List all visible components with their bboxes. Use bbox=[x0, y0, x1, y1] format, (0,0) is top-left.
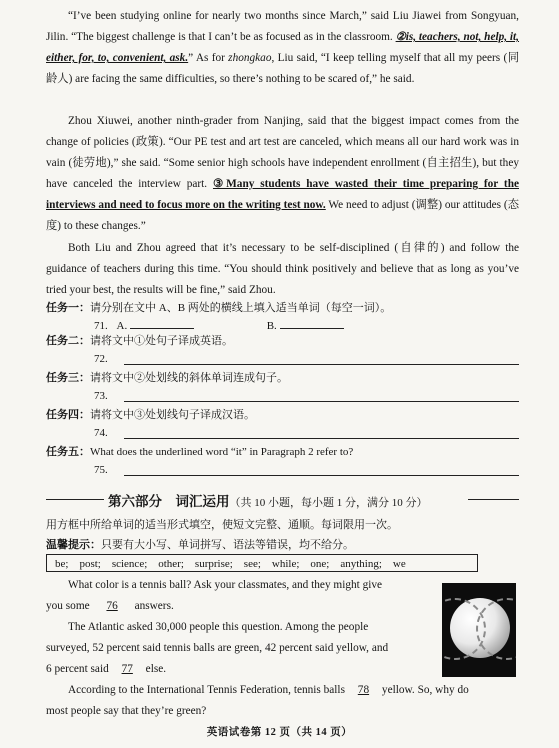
task-2-label: 任务二： bbox=[46, 335, 90, 347]
tip-text: 只要有大小写、单词拼写、语法等错误，均不给分。 bbox=[101, 539, 354, 551]
p2-underlined-sentence: ③Many students have wasted their time preparing for the interviews and need to focus more on the writing test now. bbox=[46, 178, 519, 211]
task-4-label: 任务四： bbox=[46, 409, 90, 421]
passage-line-1: What color is a tennis ball? Ask your classmates, and they might give bbox=[68, 579, 383, 591]
blank-77[interactable]: 77 bbox=[121, 663, 133, 675]
task-1-b-label: B. bbox=[266, 320, 277, 332]
task-2 bbox=[46, 333, 519, 365]
task-3-label: 任务三： bbox=[46, 372, 90, 384]
task-2-text: 请将文中①处句子译成英语。 bbox=[90, 335, 233, 347]
passage-line-7: most people say that they’re green? bbox=[46, 705, 207, 717]
section-6-heading bbox=[108, 490, 519, 510]
task-5-label: 任务五： bbox=[46, 446, 90, 458]
page-footer: 英语试卷第 12 页（共 14 页） bbox=[206, 727, 353, 738]
p3-text: Both Liu and Zhou agreed that it’s necessary to be self-disciplined (自律的) and follow the guidance of teachers during this time. “You should think positively and believe that as long as you’ve tried your best, the results will be fine,” said Zhou. bbox=[46, 242, 519, 296]
task-2-answer-line[interactable] bbox=[124, 353, 519, 365]
passage-left-column bbox=[46, 575, 435, 680]
task-1-b-blank[interactable] bbox=[280, 318, 344, 329]
paragraph-3 bbox=[46, 238, 519, 301]
blank-78[interactable]: 78 bbox=[357, 684, 370, 696]
passage-line-6: According to the International Tennis Federation, tennis balls 78 yellow. So, why do bbox=[68, 684, 469, 696]
p1-text-e: , Liu said, “I keep telling myself that all my peers (同龄人) are facing the same difficulties, so there’s nothing to be scared of,” he said. bbox=[46, 52, 520, 85]
section-6-instruction-block bbox=[46, 517, 519, 553]
p1-zhongkao: zhongkao bbox=[228, 52, 272, 64]
tip-label: 温馨提示： bbox=[46, 539, 101, 551]
passage-line-4: surveyed, 52 percent said tennis balls are green, 42 percent said yellow, and bbox=[46, 642, 389, 654]
blank-76[interactable]: 76 bbox=[106, 600, 118, 612]
p1-scrambled-words: ②is, teachers, not, help, it, either, for, to, convenient, ask. bbox=[46, 31, 520, 64]
task-4 bbox=[46, 407, 519, 439]
section-rule-right bbox=[468, 499, 519, 500]
task-5-num: 75. bbox=[94, 464, 108, 476]
task-3-text: 请将文中②处划线的斜体单词连成句子。 bbox=[90, 372, 288, 384]
task-5-text: What does the underlined word “it” in Paragraph 2 refer to? bbox=[90, 446, 354, 458]
task-4-num: 74. bbox=[94, 427, 108, 439]
task-5 bbox=[46, 444, 519, 476]
p2-text-c: We need to adjust (调整) our attitudes (态度) to these changes.” bbox=[46, 199, 519, 232]
task-1-num: 71. bbox=[94, 320, 108, 332]
task-1-text: 请分别在文中 A、B 两处的横线上填入适当单词（每空一词）。 bbox=[90, 302, 392, 314]
passage-bottom bbox=[46, 680, 519, 722]
tennis-ball-image bbox=[442, 583, 516, 677]
p2-text-a: Zhou Xiuwei, another ninth-grader from Nanjing, said that the biggest impact comes from the change of policies (政策). “Our PE test and art test are canceled, which means all our hard work was in vain (徒劳地),” she said. “Some senior high schools have independent enrollment (自主招生), but they have canceled the interview part. bbox=[46, 115, 519, 190]
section-6-instruction: 用方框中所给单词的适当形式填空，使短文完整、通顺。每词限用一次。 bbox=[46, 519, 398, 531]
task-4-answer-line[interactable] bbox=[124, 427, 519, 439]
task-1-label: 任务一： bbox=[46, 302, 90, 314]
section-6-detail: （共 10 小题，每小题 1 分，满分 10 分） bbox=[229, 497, 428, 509]
task-2-num: 72. bbox=[94, 353, 108, 365]
task-1-a-blank[interactable] bbox=[130, 318, 194, 329]
paragraph-2 bbox=[46, 111, 519, 237]
paragraph-1 bbox=[46, 6, 519, 90]
task-1 bbox=[46, 300, 519, 336]
p1-text-c: ” As for bbox=[188, 52, 229, 64]
passage-line-2: you some 76 answers. bbox=[46, 600, 174, 612]
task-3-answer-line[interactable] bbox=[124, 390, 519, 402]
task-5-answer-line[interactable] bbox=[124, 464, 519, 476]
section-rule-left bbox=[46, 499, 104, 500]
passage-line-5: 6 percent said 77 else. bbox=[46, 663, 167, 675]
task-1-a-label: A. bbox=[116, 320, 128, 332]
p1-text-a: “I’ve been studying online for nearly two months since March,” said Liu Jiawei from Songyuan, Jilin. “The biggest challenge is that I can’t be as focused as in the classroom. bbox=[46, 10, 519, 43]
word-bank-box: be; post; science; other; surprise; see; while; one; anything; we bbox=[46, 554, 478, 572]
section-6-title: 第六部分 词汇运用 bbox=[108, 494, 230, 509]
task-3-num: 73. bbox=[94, 390, 108, 402]
task-4-text: 请将文中③处划线句子译成汉语。 bbox=[90, 409, 255, 421]
task-3 bbox=[46, 370, 519, 402]
passage-line-3: The Atlantic asked 30,000 people this question. Among the people bbox=[68, 621, 369, 633]
